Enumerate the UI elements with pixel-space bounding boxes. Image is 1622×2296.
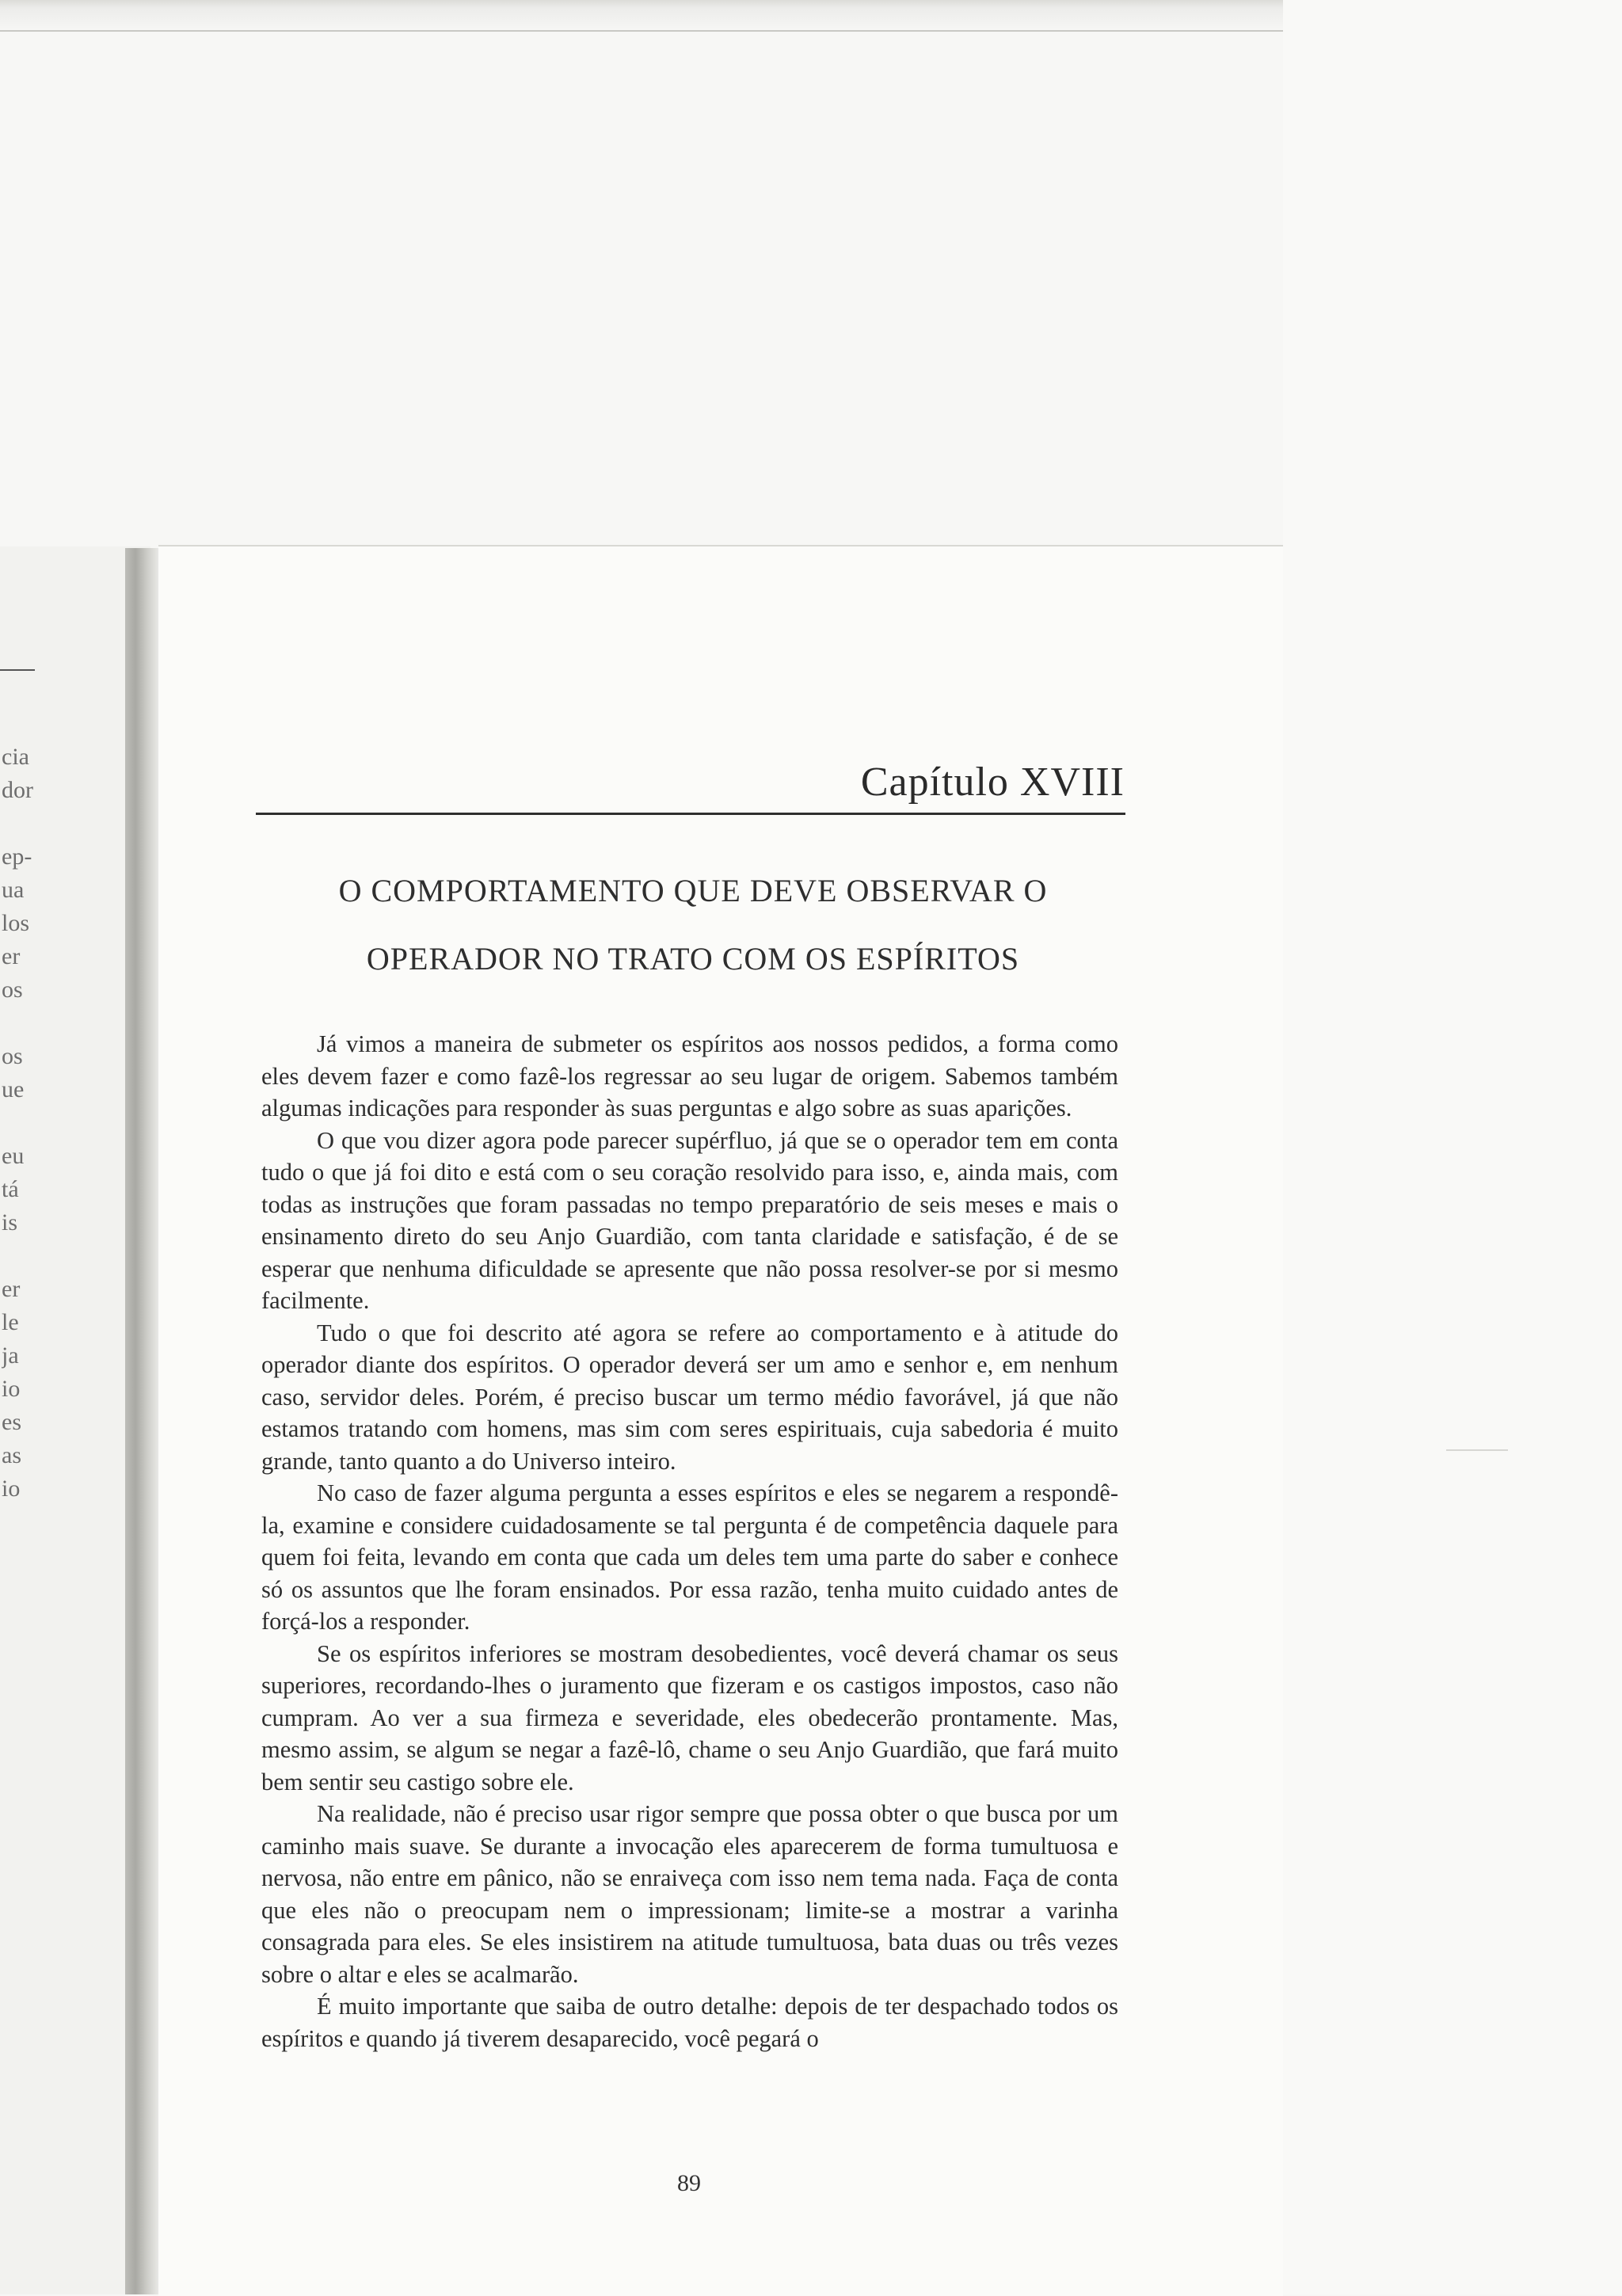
section-title-line-1: O COMPORTAMENTO QUE DEVE OBSERVAR O xyxy=(338,873,1048,908)
chapter-rule xyxy=(256,813,1125,815)
fragment: as xyxy=(2,1442,21,1468)
section-title xyxy=(261,857,1125,993)
fragment: os xyxy=(2,1043,23,1069)
body-text xyxy=(261,1028,1118,2054)
chapter-title: Capítulo XVIII xyxy=(860,760,1125,805)
fragment: io xyxy=(2,1475,21,1502)
right-edge-mark xyxy=(1446,1449,1508,1451)
fragment: er xyxy=(2,943,21,969)
fragment: io xyxy=(2,1376,21,1402)
fragment: eu xyxy=(2,1143,25,1169)
fragment: er xyxy=(2,1276,21,1302)
page-number: 89 xyxy=(677,2170,701,2196)
underlying-page-rule xyxy=(0,669,35,671)
fragment: ja xyxy=(2,1342,19,1369)
fragment: le xyxy=(2,1309,19,1335)
fragment-gap xyxy=(2,1106,33,1140)
paragraph-5: Se os espíritos inferiores se mostram desobedientes, você deverá chamar os seus superiores, recordando-lhes o juramento que fizeram e os castigos impostos, caso não cumpram. Ao ver a sua firmeza e severidade, eles obedecerão prontamente. Mas, mesmo assim, se algum se negar a fazê-lô, chame o seu Anjo Guardião, que fará muito bem sentir seu castigo sobre ele. xyxy=(261,1639,1118,1795)
paragraph-3: Tudo o que foi descrito até agora se refere ao comportamento e à atitude do operador diante dos espíritos. O operador deverá ser um amo e senhor e, em nenhum caso, servidor deles. Porém, é preciso buscar um termo médio favorável, já que não estamos tratando com homens, mas sim com seres espirituais, cuja sabedoria é muito grande, tanto quanto a do Universo inteiro. xyxy=(261,1319,1118,1475)
fragment: os xyxy=(2,977,23,1003)
fragment: cia xyxy=(2,744,29,770)
fragment: is xyxy=(2,1209,18,1236)
paragraph-2: O que vou dizer agora pode parecer supérfluo, já que se o operador tem em conta tudo o que já foi dito e está com o seu coração resolvido para isso, e, ainda mais, com todas as instruções que foram passadas no tempo preparatório de seis meses e mais o ensinamento direto do seu Anjo Guardião, com tanta claridade e satisfação, é de se esperar que nenhuma dificuldade se apresente que não possa resolver-se por si mesmo facilmente. xyxy=(261,1126,1118,1314)
fragment: es xyxy=(2,1409,21,1435)
fragment: dor xyxy=(2,777,33,803)
right-background-page xyxy=(1283,0,1622,2294)
section-title-line-2: OPERADOR NO TRATO COM OS ESPÍRITOS xyxy=(366,941,1020,977)
fragment: ua xyxy=(2,877,25,903)
underlying-page-text-fragments xyxy=(2,741,33,1506)
paragraph-1: Já vimos a maneira de submeter os espíritos aos nossos pedidos, a forma como eles devem fazer e como fazê-los regressar ao seu lugar de origem. Sabemos também algumas indicações para responder às suas perguntas e algo sobre as suas aparições. xyxy=(261,1030,1118,1121)
fragment-gap xyxy=(2,807,33,840)
fragment: los xyxy=(2,910,30,936)
fragment: ep- xyxy=(2,843,32,870)
fragment: ue xyxy=(2,1076,25,1102)
book-gutter-shadow xyxy=(125,548,160,2294)
fragment: tá xyxy=(2,1176,19,1202)
fragment-gap xyxy=(2,1007,33,1040)
fragment-gap xyxy=(2,1239,33,1273)
paragraph-4: No caso de fazer alguma pergunta a esses espíritos e eles se negarem a respondê-la, examine e considere cuidadosamente se tal pergunta é de competência daquele para quem foi feita, levando em conta que cada um deles tem uma parte do saber e conhece só os assuntos que lhe foram ensinados. Por essa razão, tenha muito cuidado antes de forçá-los a responder. xyxy=(261,1479,1118,1635)
paragraph-7: É muito importante que saiba de outro detalhe: depois de ter despachado todos os espíritos e quando já tiverem desaparecido, você pegará o xyxy=(261,1993,1118,2052)
paragraph-6: Na realidade, não é preciso usar rigor sempre que possa obter o que busca por um caminho mais suave. Se durante a invocação eles aparecerem de forma tumultuosa e nervosa, não entre em pânico, não se enraiveça com isso nem tema nada. Faça de conta que eles não o preocupam nem o impressionam; limite-se a mostrar a varinha consagrada para eles. Se eles insistirem na atitude tumultuosa, bata duas ou três vezes sobre o altar e eles se acalmarão. xyxy=(261,1800,1118,1988)
